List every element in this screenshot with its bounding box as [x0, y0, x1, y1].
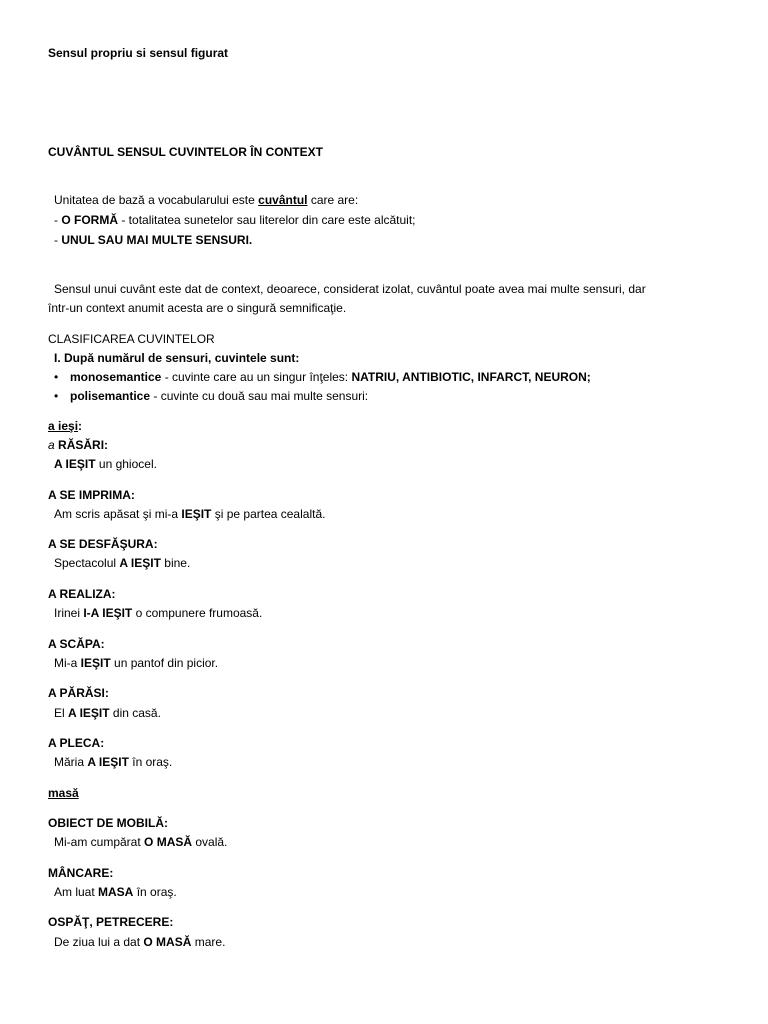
intro-keyword: cuvântul	[258, 193, 308, 207]
term-monosemantice: monosemantice	[70, 370, 162, 384]
sense-label: A SE IMPRIMA:	[48, 488, 135, 502]
word-heading-masa: masă	[48, 786, 79, 800]
sense-example	[54, 457, 157, 471]
sense-label: A SCĂPA:	[48, 637, 105, 651]
sense-label: A REALIZA:	[48, 587, 116, 601]
example-text: De ziua lui a dat	[54, 935, 144, 949]
example-keyword: O MASĂ	[143, 935, 192, 949]
sense-example	[54, 885, 177, 899]
sense-label: A SE DESFĂŞURA:	[48, 537, 158, 551]
example-text: în oraş.	[133, 885, 177, 899]
examples-text: NATRIU, ANTIBIOTIC, INFARCT, NEURON;	[351, 370, 591, 384]
form-term: O FORMĂ	[61, 213, 119, 227]
form-definition: - totalitatea sunetelor sau literelor din care este alcătuit;	[118, 213, 416, 227]
sense-prefix: a	[48, 438, 55, 452]
sense-example	[54, 755, 172, 769]
example-text: Am luat	[54, 885, 99, 899]
dash: -	[54, 233, 62, 247]
sense-example	[54, 656, 218, 670]
example-text: bine.	[160, 556, 191, 570]
word-a-iesi: a ieşi	[48, 419, 79, 433]
classification-subheading: I. După numărul de sensuri, cuvintele sunt:	[54, 351, 300, 365]
example-text: El	[54, 706, 69, 720]
example-text: ovală.	[192, 835, 228, 849]
word-heading-a-iesi	[48, 419, 82, 433]
sense-label: OSPĂŢ, PETRECERE:	[48, 915, 174, 929]
sense-example	[54, 556, 190, 570]
example-keyword: I-A IEŞIT	[83, 606, 133, 620]
bullet-icon: •	[54, 370, 59, 384]
example-keyword: A IEŞIT	[87, 755, 129, 769]
sense-label-text: RĂSĂRI:	[54, 438, 109, 452]
example-text: Măria	[54, 755, 88, 769]
sense-example	[54, 507, 325, 521]
sense-label	[48, 438, 108, 452]
classification-heading: CLASIFICAREA CUVINTELOR	[48, 332, 215, 346]
definition-text: - cuvinte cu două sau mai multe sensuri:	[150, 389, 369, 403]
example-text: Am scris apăsat şi mi-a	[54, 507, 182, 521]
example-text: un ghiocel.	[95, 457, 157, 471]
example-keyword: IEŞIT	[181, 507, 212, 521]
sense-example	[54, 706, 161, 720]
context-line-2: într-un context anumit acesta are o singură semnificaţie.	[48, 301, 347, 315]
section-heading: CUVÂNTUL SENSUL CUVINTELOR ÎN CONTEXT	[48, 145, 323, 159]
term-polisemantice: polisemantice	[70, 389, 151, 403]
example-keyword: MASA	[98, 885, 134, 899]
sense-example	[54, 835, 227, 849]
senses-term: UNUL SAU MAI MULTE SENSURI.	[61, 233, 253, 247]
intro-text-end: care are:	[307, 193, 359, 207]
list-item-polisemantice	[54, 389, 368, 403]
example-text: Irinei	[54, 606, 84, 620]
definition-text: - cuvinte care au un singur înţeles:	[161, 370, 352, 384]
example-text: o compunere frumoasă.	[132, 606, 263, 620]
sense-example	[54, 935, 225, 949]
intro-line-1	[54, 193, 358, 207]
document-title: Sensul propriu si sensul figurat	[48, 46, 229, 60]
colon: :	[78, 419, 83, 433]
sense-example	[54, 606, 262, 620]
example-text: un pantof din picior.	[110, 656, 219, 670]
sense-label: A PĂRĂSI:	[48, 686, 109, 700]
example-keyword: A IEŞIT	[119, 556, 161, 570]
example-keyword: IEŞIT	[80, 656, 111, 670]
list-item-monosemantice	[54, 370, 591, 384]
intro-line-3	[54, 233, 252, 247]
example-text: Mi-am cumpărat	[54, 835, 145, 849]
example-text: în oraş.	[128, 755, 173, 769]
sense-label: MÂNCARE:	[48, 866, 114, 880]
bullet-icon: •	[54, 389, 59, 403]
context-line-1: Sensul unui cuvânt este dat de context, deoarece, considerat izolat, cuvântul poate avea mai multe sensuri, dar	[54, 282, 646, 296]
sense-label: A PLECA:	[48, 736, 105, 750]
sense-label: OBIECT DE MOBILĂ:	[48, 816, 168, 830]
example-keyword: O MASĂ	[144, 835, 193, 849]
example-text: şi pe partea cealaltă.	[211, 507, 326, 521]
example-text: Spectacolul	[54, 556, 120, 570]
example-keyword: A IEŞIT	[54, 457, 96, 471]
example-text: mare.	[191, 935, 226, 949]
example-text: din casă.	[109, 706, 161, 720]
dash: -	[54, 213, 62, 227]
intro-line-2	[54, 213, 416, 227]
intro-text: Unitatea de bază a vocabularului este	[54, 193, 259, 207]
example-keyword: A IEŞIT	[68, 706, 110, 720]
example-text: Mi-a	[54, 656, 81, 670]
